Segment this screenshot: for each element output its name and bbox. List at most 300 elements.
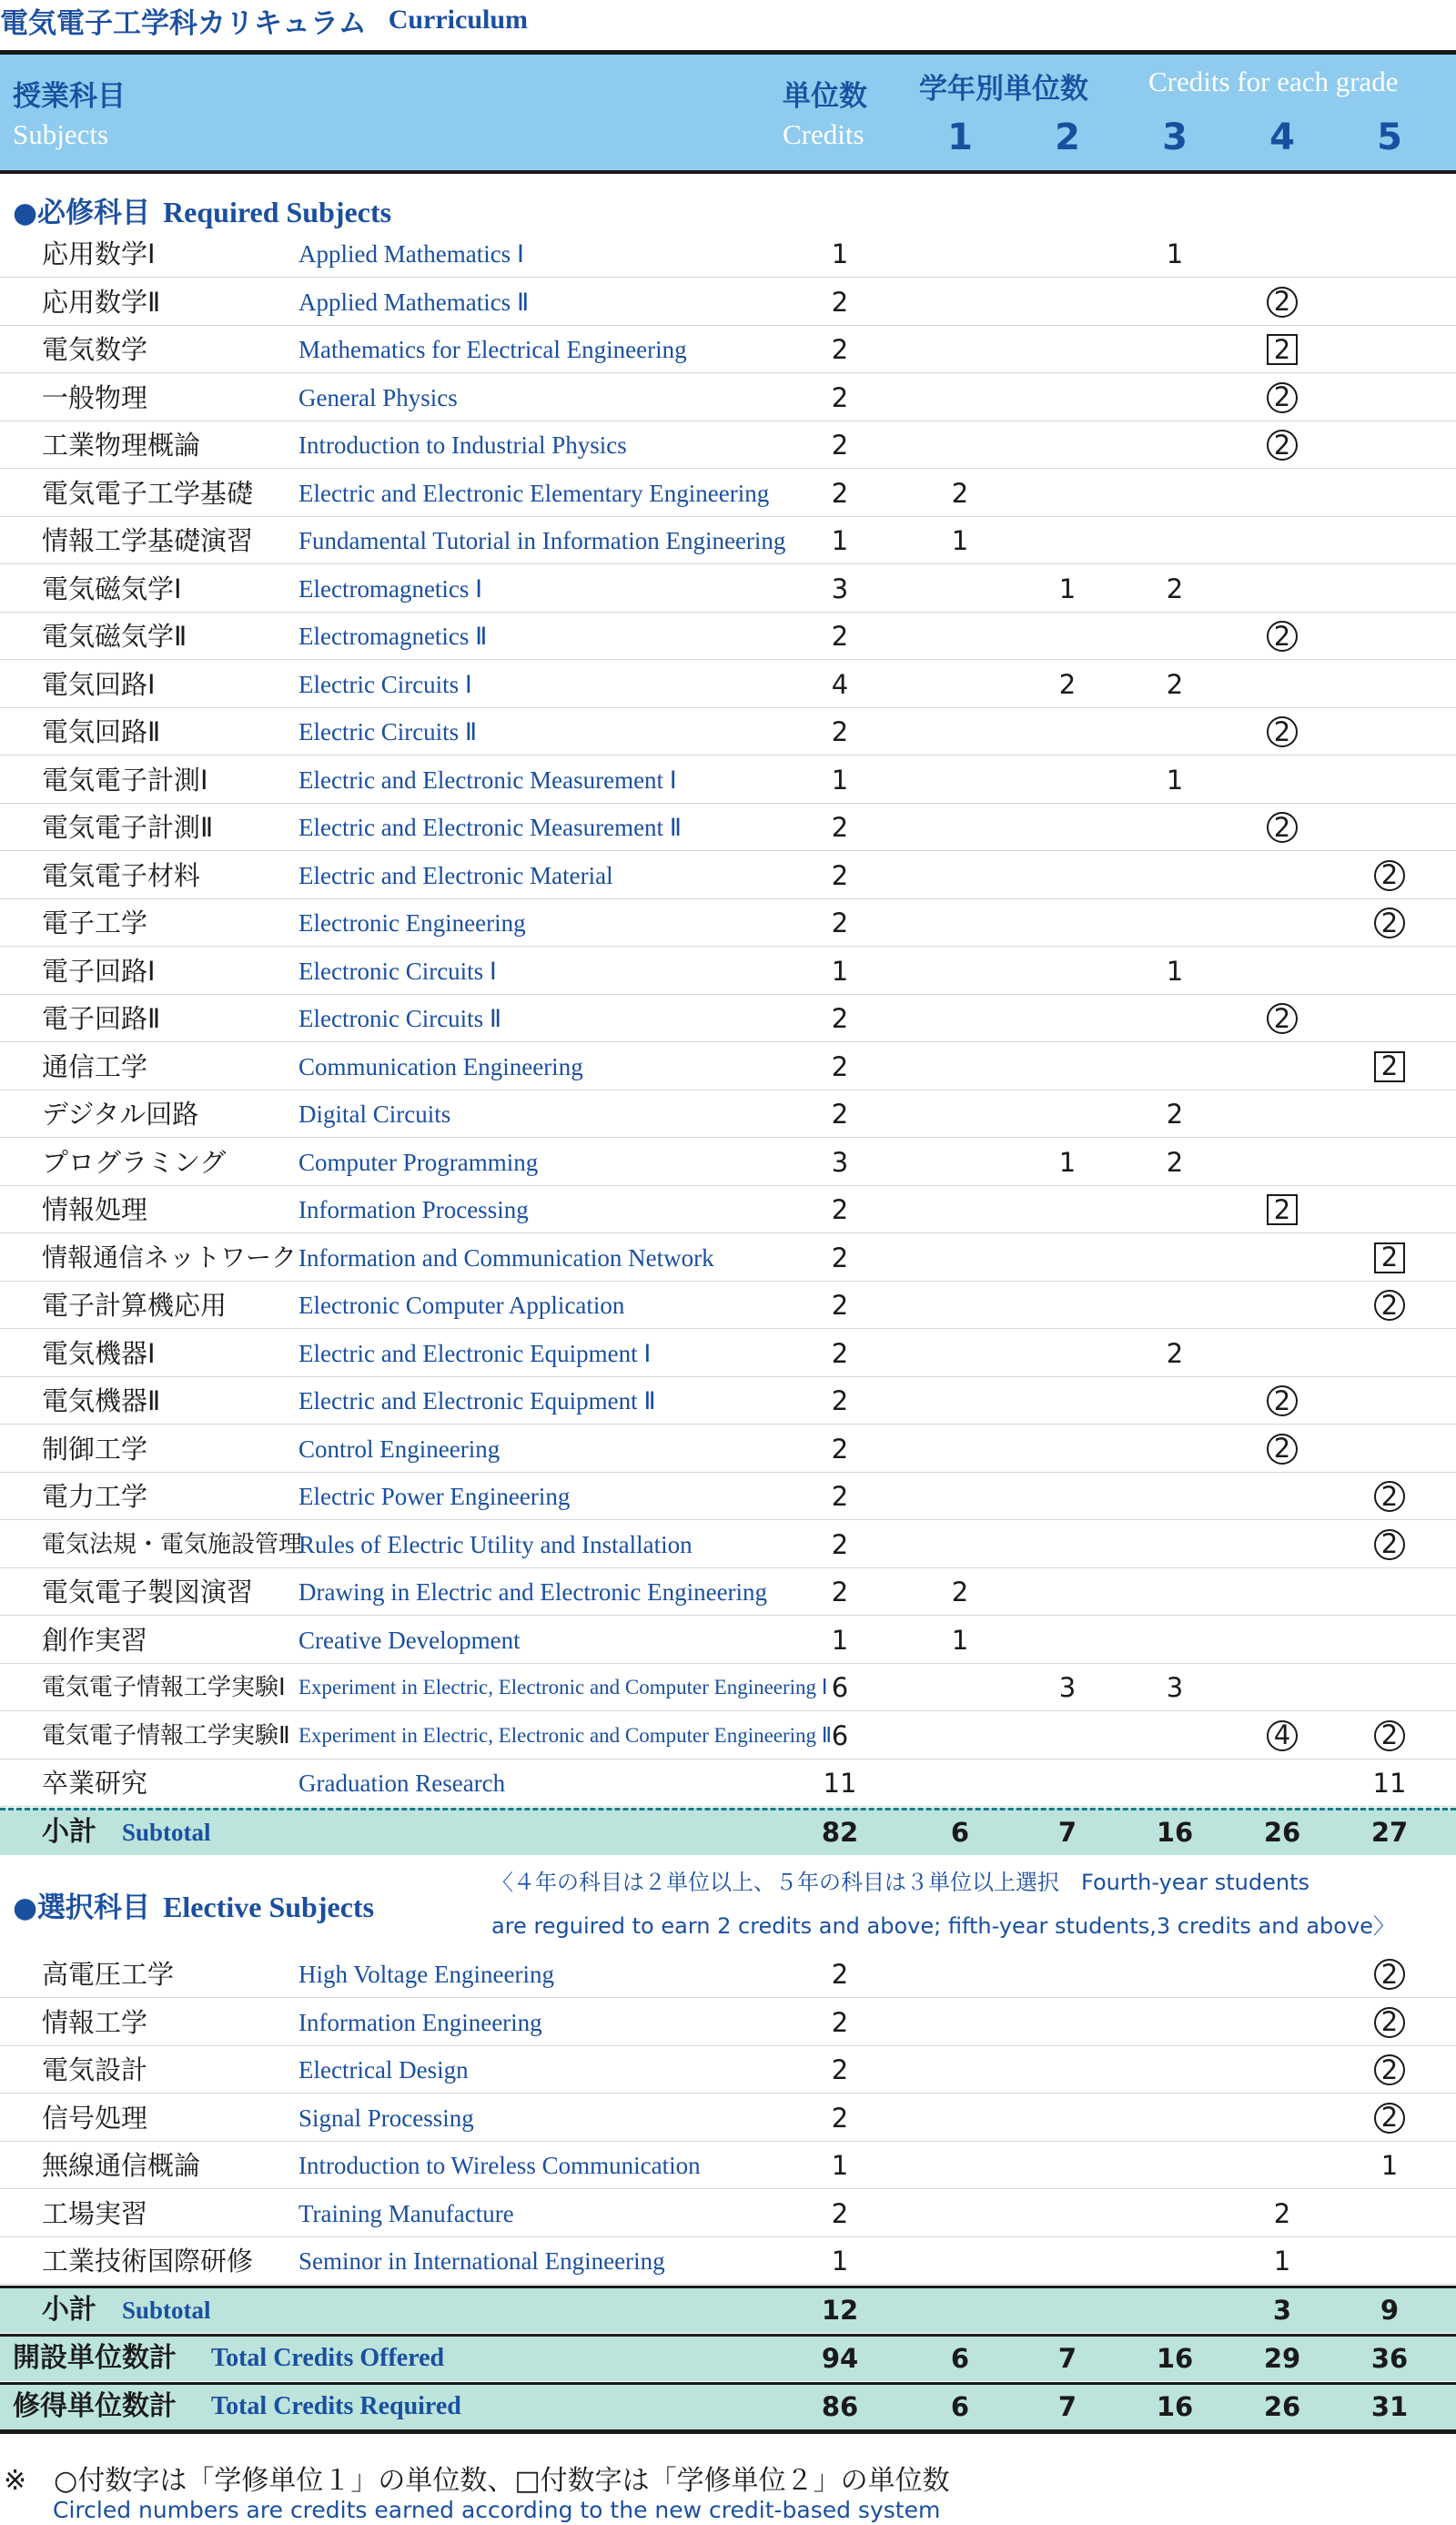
circled-credit: 2 bbox=[1374, 908, 1405, 938]
total-required-label-jp: 修得単位数計 bbox=[13, 2390, 177, 2422]
subject-name-jp: 創作実習 bbox=[42, 1624, 148, 1656]
subject-name-jp: 電気設計 bbox=[42, 2054, 148, 2085]
header-grade-5: 5 bbox=[1377, 117, 1402, 158]
plain-credit: 1 bbox=[1380, 2150, 1399, 2181]
page-title bbox=[0, 0, 528, 40]
credits-value: 2 bbox=[831, 381, 849, 413]
subject-name-en: Experiment in Electric, Electronic and Computer Engineering Ⅰ bbox=[298, 1676, 828, 1699]
header-grade-4: 4 bbox=[1269, 117, 1295, 158]
grade-3-credits bbox=[1148, 230, 1202, 278]
credits-value: 2 bbox=[831, 2054, 849, 2085]
subject-name-jp: 電子工学 bbox=[42, 908, 148, 938]
header-credits-en: Credits bbox=[783, 118, 864, 150]
total-offered-grade-5: 36 bbox=[1370, 2343, 1409, 2374]
grade-5-credits bbox=[1362, 1999, 1417, 2046]
subject-name-jp: 電気電子情報工学実験Ⅰ bbox=[42, 1674, 286, 1701]
subject-name-jp: プログラミング bbox=[42, 1146, 227, 1178]
credits-value: 2 bbox=[831, 2197, 849, 2229]
grade-3-credits bbox=[1148, 1664, 1202, 1711]
grade-4-credits bbox=[1255, 421, 1309, 469]
table-row bbox=[0, 1999, 1456, 2046]
subject-name-en: Electric and Electronic Elementary Engineering bbox=[298, 479, 770, 507]
required-section-title bbox=[13, 189, 391, 230]
subtotal-grade-5: 27 bbox=[1370, 1817, 1409, 1848]
subject-name-en: Computer Programming bbox=[298, 1148, 539, 1176]
plain-credit: 1 bbox=[951, 1624, 969, 1656]
subject-name-en: Electronic Circuits Ⅱ bbox=[298, 1005, 502, 1032]
plain-credit: 11 bbox=[1372, 1768, 1407, 1799]
total-required-grade-3: 16 bbox=[1156, 2391, 1194, 2422]
table-row bbox=[0, 517, 1456, 564]
elective-subtotal-row bbox=[0, 2286, 1456, 2333]
subject-name-en: Electronic Engineering bbox=[298, 909, 526, 937]
table-header bbox=[0, 55, 1456, 170]
circled-credit: 2 bbox=[1374, 860, 1405, 891]
subtotal-label-en: Subtotal bbox=[122, 2297, 211, 2324]
subject-name-en: Information and Communication Network bbox=[298, 1243, 714, 1272]
subject-name-jp: 無線通信概論 bbox=[42, 2150, 201, 2181]
credits-value: 1 bbox=[831, 1624, 849, 1656]
subject-name-jp: 電子回路Ⅰ bbox=[42, 955, 156, 987]
subtotal-grade-4: 26 bbox=[1263, 1817, 1301, 1848]
grade-5-credits bbox=[1362, 2142, 1417, 2189]
circled-credit: 2 bbox=[1374, 1481, 1405, 1512]
credits-value: 2 bbox=[831, 1003, 849, 1034]
credits-value: 1 bbox=[831, 764, 849, 796]
grade-4-credits bbox=[1255, 1186, 1309, 1233]
table-row bbox=[0, 421, 1456, 469]
table-row bbox=[0, 1951, 1456, 1998]
subject-name-en: Signal Processing bbox=[298, 2104, 474, 2132]
credits-value: 2 bbox=[831, 716, 849, 747]
table-row bbox=[0, 804, 1456, 851]
plain-credit: 1 bbox=[1273, 2246, 1291, 2277]
grade-5-credits bbox=[1362, 1234, 1417, 1282]
subject-name-jp: 電気磁気学Ⅱ bbox=[42, 621, 187, 652]
circled-credit: 2 bbox=[1267, 1003, 1298, 1034]
elective-title-jp: ●選択科目 bbox=[13, 1891, 151, 1924]
table-row bbox=[0, 899, 1456, 947]
subject-name-en: Mathematics for Electrical Engineering bbox=[298, 336, 687, 363]
credits-value: 2 bbox=[831, 1433, 849, 1465]
header-grade-jp: 学年別単位数 bbox=[919, 73, 1088, 106]
boxed-credit: 2 bbox=[1374, 1051, 1405, 1082]
grade-4-credits bbox=[1255, 279, 1309, 326]
table-row bbox=[0, 279, 1456, 326]
table-row bbox=[0, 230, 1456, 278]
subject-name-jp: 応用数学Ⅱ bbox=[42, 286, 161, 318]
grade-2-credits bbox=[1040, 1139, 1095, 1186]
plain-credit: 1 bbox=[1166, 955, 1184, 987]
subject-name-jp: 電気電子計測Ⅱ bbox=[42, 812, 214, 843]
grade-3-credits bbox=[1148, 661, 1202, 708]
table-row bbox=[0, 2094, 1456, 2142]
grade-5-credits bbox=[1362, 1521, 1417, 1568]
subject-name-en: Control Engineering bbox=[298, 1435, 500, 1463]
header-subjects-en: Subjects bbox=[13, 118, 109, 150]
credits-value: 2 bbox=[831, 1337, 849, 1369]
subject-name-jp: 情報工学基礎演習 bbox=[42, 525, 254, 556]
grade-5-credits bbox=[1362, 2094, 1417, 2142]
credits-value: 2 bbox=[831, 2006, 849, 2038]
credits-value: 2 bbox=[831, 908, 849, 938]
plain-credit: 2 bbox=[951, 477, 969, 509]
table-row bbox=[0, 2046, 1456, 2094]
subject-name-en: Creative Development bbox=[298, 1626, 521, 1654]
subject-name-en: Electric and Electronic Equipment Ⅱ bbox=[298, 1387, 656, 1415]
subject-name-jp: 工場実習 bbox=[42, 2197, 148, 2229]
grade-2-credits bbox=[1040, 661, 1095, 708]
plain-credit: 1 bbox=[1058, 573, 1077, 604]
circled-credit: 2 bbox=[1374, 2007, 1405, 2038]
plain-credit: 2 bbox=[1166, 1146, 1184, 1178]
credits-value: 2 bbox=[831, 1290, 849, 1321]
table-row bbox=[0, 1234, 1456, 1282]
table-row bbox=[0, 1521, 1456, 1568]
plain-credit: 1 bbox=[1166, 764, 1184, 796]
plain-credit: 3 bbox=[1166, 1672, 1184, 1703]
header-grade-3: 3 bbox=[1162, 117, 1188, 158]
subject-name-en: Drawing in Electric and Electronic Engineering bbox=[298, 1578, 768, 1606]
subtotal-grade-2: 7 bbox=[1057, 1817, 1077, 1848]
grade-4-credits bbox=[1255, 708, 1309, 755]
header-grade-en: Credits for each grade bbox=[1148, 66, 1399, 97]
table-row bbox=[0, 995, 1456, 1042]
subject-name-jp: 通信工学 bbox=[42, 1050, 148, 1082]
table-row bbox=[0, 1282, 1456, 1329]
subject-name-en: Introduction to Wireless Communication bbox=[298, 2152, 701, 2179]
table-row bbox=[0, 565, 1456, 613]
subject-name-jp: 電気機器Ⅰ bbox=[42, 1337, 156, 1369]
credits-value: 2 bbox=[831, 1242, 849, 1273]
elective-title-en: Elective Subjects bbox=[163, 1891, 375, 1923]
total-required-row bbox=[0, 2382, 1456, 2429]
table-row bbox=[0, 2142, 1456, 2189]
subject-name-en: Electric Power Engineering bbox=[298, 1483, 571, 1510]
plain-credit: 2 bbox=[1058, 668, 1077, 700]
subject-name-en: Information Processing bbox=[298, 1196, 529, 1223]
footnote-jp: ※ ○付数字は「学修単位１」の単位数、□付数字は「学修単位２」の単位数 bbox=[4, 2465, 950, 2497]
credits-value: 1 bbox=[831, 238, 849, 269]
plain-credit: 2 bbox=[1166, 573, 1184, 604]
subtotal-grade-1: 6 bbox=[950, 1817, 970, 1848]
circled-credit: 2 bbox=[1267, 812, 1298, 843]
grade-1-credits bbox=[933, 517, 987, 564]
subject-name-en: Electromagnetics Ⅰ bbox=[298, 574, 483, 603]
boxed-credit: 2 bbox=[1267, 334, 1298, 365]
subject-name-en: Experiment in Electric, Electronic and Computer Engineering Ⅱ bbox=[298, 1723, 833, 1747]
subject-name-en: Applied Mathematics Ⅰ bbox=[298, 240, 524, 268]
grade-5-credits bbox=[1362, 2046, 1417, 2094]
table-row bbox=[0, 1186, 1456, 1233]
circled-credit: 2 bbox=[1374, 2054, 1405, 2085]
grade-1-credits bbox=[933, 1617, 987, 1664]
subject-name-en: Applied Mathematics Ⅱ bbox=[298, 288, 530, 316]
grade-3-credits bbox=[1148, 565, 1202, 613]
subtotal-label-en: Subtotal bbox=[122, 1819, 211, 1846]
header-grade-1: 1 bbox=[947, 117, 973, 158]
subject-name-en: Fundamental Tutorial in Information Engineering bbox=[298, 527, 786, 554]
credits-value: 2 bbox=[831, 1481, 849, 1512]
subject-name-jp: デジタル回路 bbox=[42, 1099, 199, 1130]
grade-3-credits bbox=[1148, 1139, 1202, 1186]
circled-credit: 2 bbox=[1267, 621, 1298, 652]
credits-value: 1 bbox=[831, 2150, 849, 2181]
grade-4-credits bbox=[1255, 2237, 1309, 2285]
grade-2-credits bbox=[1040, 565, 1095, 613]
credits-value: 2 bbox=[831, 1577, 849, 1607]
credits-value: 2 bbox=[831, 1099, 849, 1130]
subject-name-jp: 電力工学 bbox=[42, 1481, 148, 1512]
subject-name-en: Electric and Electronic Measurement Ⅱ bbox=[298, 814, 682, 841]
subject-name-en: High Voltage Engineering bbox=[298, 1961, 554, 1988]
subject-name-en: Communication Engineering bbox=[298, 1052, 583, 1080]
credits-value: 2 bbox=[831, 2102, 849, 2134]
credits-value: 2 bbox=[831, 1050, 849, 1082]
subject-name-en: Digital Circuits bbox=[298, 1100, 451, 1128]
table-row bbox=[0, 1664, 1456, 1711]
grade-5-credits bbox=[1362, 852, 1417, 899]
table-row bbox=[0, 1712, 1456, 1759]
subject-name-jp: 電子回路Ⅱ bbox=[42, 1003, 161, 1034]
subject-name-jp: 情報通信ネットワーク bbox=[42, 1242, 298, 1273]
grade-5-credits bbox=[1362, 1712, 1417, 1759]
header-grade-2: 2 bbox=[1055, 117, 1080, 158]
subject-name-en: Training Manufacture bbox=[298, 2199, 514, 2227]
plain-credit: 2 bbox=[951, 1577, 969, 1607]
subtotal-credits: 82 bbox=[821, 1817, 859, 1848]
grade-4-credits bbox=[1255, 804, 1309, 851]
header-rule bbox=[0, 170, 1456, 174]
credits-value: 6 bbox=[831, 1719, 849, 1751]
grade-5-credits bbox=[1362, 1951, 1417, 1998]
credits-value: 2 bbox=[831, 621, 849, 652]
circled-credit: 2 bbox=[1267, 287, 1298, 318]
total-offered-credits: 94 bbox=[821, 2343, 859, 2374]
grade-4-credits bbox=[1255, 326, 1309, 373]
title-jp: 電気電子工学科カリキュラム bbox=[0, 6, 367, 40]
subject-name-en: Electronic Circuits Ⅰ bbox=[298, 957, 497, 985]
credits-value: 1 bbox=[831, 2246, 849, 2277]
credits-value: 1 bbox=[831, 955, 849, 987]
total-required-grade-5: 31 bbox=[1370, 2391, 1409, 2422]
grade-3-credits bbox=[1148, 948, 1202, 995]
credits-value: 4 bbox=[831, 668, 849, 700]
grade-5-credits bbox=[1362, 899, 1417, 947]
subject-name-jp: 制御工学 bbox=[42, 1433, 148, 1465]
total-offered-grade-1: 6 bbox=[950, 2343, 970, 2374]
subject-name-en: Electrical Design bbox=[298, 2056, 469, 2084]
subtotal-label-jp: 小計 bbox=[42, 1816, 96, 1848]
credits-value: 2 bbox=[831, 859, 849, 891]
subject-name-jp: 電気回路Ⅰ bbox=[42, 668, 156, 700]
table-row bbox=[0, 1617, 1456, 1664]
table-row bbox=[0, 374, 1456, 421]
total-offered-label-jp: 開設単位数計 bbox=[13, 2342, 177, 2374]
subject-name-jp: 電気電子製図演習 bbox=[42, 1577, 254, 1607]
circled-credit: 2 bbox=[1374, 1720, 1405, 1751]
table-row bbox=[0, 708, 1456, 755]
circled-credit: 2 bbox=[1267, 1385, 1298, 1416]
elective-note-line-1: 〈４年の科目は２単位以上、５年の科目は３単位以上選択 Fourth-year students bbox=[491, 1870, 1309, 1895]
boxed-credit: 2 bbox=[1374, 1242, 1405, 1273]
table-row bbox=[0, 326, 1456, 373]
grade-5-credits bbox=[1362, 1043, 1417, 1090]
title-en: Curriculum bbox=[388, 5, 529, 35]
credits-value: 11 bbox=[823, 1768, 857, 1799]
subject-name-en: Electric and Electronic Measurement Ⅰ bbox=[298, 766, 677, 794]
subject-name-jp: 電気機器Ⅱ bbox=[42, 1385, 161, 1416]
plain-credit: 2 bbox=[1166, 1099, 1184, 1130]
plain-credit: 1 bbox=[1058, 1146, 1077, 1178]
plain-credit: 1 bbox=[951, 525, 969, 556]
subject-name-jp: 応用数学Ⅰ bbox=[42, 238, 156, 269]
table-row bbox=[0, 2190, 1456, 2237]
grade-1-credits bbox=[933, 470, 987, 517]
subject-name-jp: 情報処理 bbox=[42, 1194, 148, 1225]
grade-2-credits bbox=[1040, 1664, 1095, 1711]
plain-credit: 2 bbox=[1166, 1337, 1184, 1369]
credits-value: 2 bbox=[831, 1194, 849, 1225]
table-row bbox=[0, 852, 1456, 899]
subject-name-en: Electric and Electronic Equipment Ⅰ bbox=[298, 1339, 652, 1367]
footnote-en: Circled numbers are credits earned according to the new credit-based system bbox=[53, 2497, 941, 2523]
total-required-grade-1: 6 bbox=[950, 2391, 970, 2422]
subject-name-jp: 電子計算機応用 bbox=[42, 1290, 228, 1321]
grade-4-credits bbox=[1255, 2190, 1309, 2237]
plain-credit: 1 bbox=[1166, 238, 1184, 269]
subject-name-en: Electric Circuits Ⅰ bbox=[298, 670, 472, 698]
circled-credit: 2 bbox=[1267, 1434, 1298, 1465]
subject-name-jp: 電気電子情報工学実験Ⅱ bbox=[42, 1721, 290, 1749]
credits-value: 3 bbox=[831, 1146, 849, 1178]
elective-note-line-2: are reguired to earn 2 credits and above; fifth-year students,3 credits and above〉 bbox=[491, 1913, 1395, 1939]
subject-name-en: Rules of Electric Utility and Installation bbox=[298, 1530, 693, 1558]
total-offered-label-en: Total Credits Offered bbox=[211, 2344, 445, 2372]
required-subtotal-row bbox=[0, 1808, 1456, 1855]
subtotal-grade-4: 3 bbox=[1272, 2295, 1292, 2326]
subject-name-en: General Physics bbox=[298, 383, 458, 411]
table-row bbox=[0, 661, 1456, 708]
subject-name-jp: 電気電子工学基礎 bbox=[42, 477, 254, 509]
subject-name-jp: 信号処理 bbox=[42, 2102, 148, 2134]
subtotal-grade-3: 16 bbox=[1156, 1817, 1194, 1848]
table-row bbox=[0, 613, 1456, 660]
table-row bbox=[0, 948, 1456, 995]
table-row bbox=[0, 1139, 1456, 1186]
table-row bbox=[0, 1330, 1456, 1377]
subject-name-jp: 電気数学 bbox=[42, 334, 148, 365]
subject-name-en: Information Engineering bbox=[298, 2008, 542, 2036]
table-row bbox=[0, 1473, 1456, 1520]
subject-name-jp: 高電圧工学 bbox=[42, 1959, 175, 1990]
grade-5-credits bbox=[1362, 1282, 1417, 1329]
total-required-credits: 86 bbox=[821, 2391, 859, 2422]
grade-5-credits bbox=[1362, 1473, 1417, 1520]
total-offered-grade-3: 16 bbox=[1156, 2343, 1194, 2374]
grade-4-credits bbox=[1255, 613, 1309, 660]
total-offered-grade-4: 29 bbox=[1263, 2343, 1301, 2374]
circled-credit: 2 bbox=[1374, 1959, 1405, 1990]
grade-3-credits bbox=[1148, 1090, 1202, 1138]
grade-4-credits bbox=[1255, 995, 1309, 1042]
subject-name-jp: 工業技術国際研修 bbox=[42, 2246, 254, 2277]
credits-value: 2 bbox=[831, 477, 849, 509]
subject-name-jp: 電気法規・電気施設管理 bbox=[42, 1530, 303, 1558]
credits-value: 1 bbox=[831, 525, 849, 556]
grade-3-credits bbox=[1148, 1330, 1202, 1377]
plain-credit: 3 bbox=[1058, 1672, 1077, 1703]
total-required-grade-4: 26 bbox=[1263, 2391, 1301, 2422]
grade-4-credits bbox=[1255, 1425, 1309, 1473]
credits-value: 3 bbox=[831, 573, 849, 604]
grade-4-credits bbox=[1255, 1712, 1309, 1759]
bottom-rule bbox=[0, 2429, 1456, 2434]
boxed-credit: 2 bbox=[1267, 1194, 1298, 1225]
subject-name-jp: 一般物理 bbox=[42, 381, 148, 413]
grade-4-credits bbox=[1255, 374, 1309, 421]
circled-credit: 2 bbox=[1374, 1290, 1405, 1321]
table-row bbox=[0, 1377, 1456, 1425]
total-offered-grade-2: 7 bbox=[1057, 2343, 1077, 2374]
elective-section-title bbox=[13, 1884, 374, 1925]
credits-value: 2 bbox=[831, 430, 849, 461]
table-row bbox=[0, 756, 1456, 804]
credits-value: 2 bbox=[831, 334, 849, 365]
total-required-label-en: Total Credits Required bbox=[211, 2392, 461, 2420]
circled-credit: 2 bbox=[1374, 2103, 1405, 2134]
required-title-en: Required Subjects bbox=[163, 196, 392, 228]
subtotal-credits: 12 bbox=[821, 2295, 859, 2326]
grade-4-credits bbox=[1255, 1377, 1309, 1425]
subject-name-jp: 工業物理概論 bbox=[42, 430, 201, 461]
credits-value: 6 bbox=[831, 1672, 849, 1703]
grade-1-credits bbox=[933, 1568, 987, 1616]
circled-credit: 2 bbox=[1267, 382, 1298, 413]
table-row bbox=[0, 1425, 1456, 1473]
subject-name-en: Electric Circuits Ⅱ bbox=[298, 718, 478, 745]
table-row bbox=[0, 2237, 1456, 2285]
table-row bbox=[0, 470, 1456, 517]
subject-name-en: Introduction to Industrial Physics bbox=[298, 431, 627, 459]
subject-name-en: Electric and Electronic Material bbox=[298, 861, 613, 889]
subject-name-jp: 電気電子計測Ⅰ bbox=[42, 764, 208, 796]
subject-name-jp: 電気磁気学Ⅰ bbox=[42, 573, 182, 604]
credits-value: 2 bbox=[831, 1959, 849, 1990]
circled-credit: 2 bbox=[1267, 716, 1298, 747]
subject-name-en: Electronic Computer Application bbox=[298, 1292, 625, 1319]
total-offered-row bbox=[0, 2334, 1456, 2381]
header-credits-jp: 単位数 bbox=[783, 80, 867, 113]
grade-5-credits bbox=[1362, 1759, 1417, 1807]
table-row bbox=[0, 1568, 1456, 1616]
table-row bbox=[0, 1043, 1456, 1090]
subject-name-en: Seminor in International Engineering bbox=[298, 2247, 665, 2275]
subject-name-jp: 電気回路Ⅱ bbox=[42, 716, 161, 747]
required-title-jp: ●必修科目 bbox=[13, 197, 151, 229]
plain-credit: 2 bbox=[1273, 2197, 1291, 2229]
subject-name-en: Electromagnetics Ⅱ bbox=[298, 623, 488, 650]
plain-credit: 2 bbox=[1166, 668, 1184, 700]
credits-value: 2 bbox=[831, 812, 849, 843]
circled-credit: 4 bbox=[1267, 1720, 1298, 1751]
subject-name-jp: 電気電子材料 bbox=[42, 859, 201, 891]
subject-name-jp: 情報工学 bbox=[42, 2006, 148, 2038]
table-row bbox=[0, 1759, 1456, 1807]
subject-name-jp: 卒業研究 bbox=[42, 1768, 148, 1799]
subtotal-grade-5: 9 bbox=[1380, 2295, 1400, 2326]
credits-value: 2 bbox=[831, 1385, 849, 1416]
